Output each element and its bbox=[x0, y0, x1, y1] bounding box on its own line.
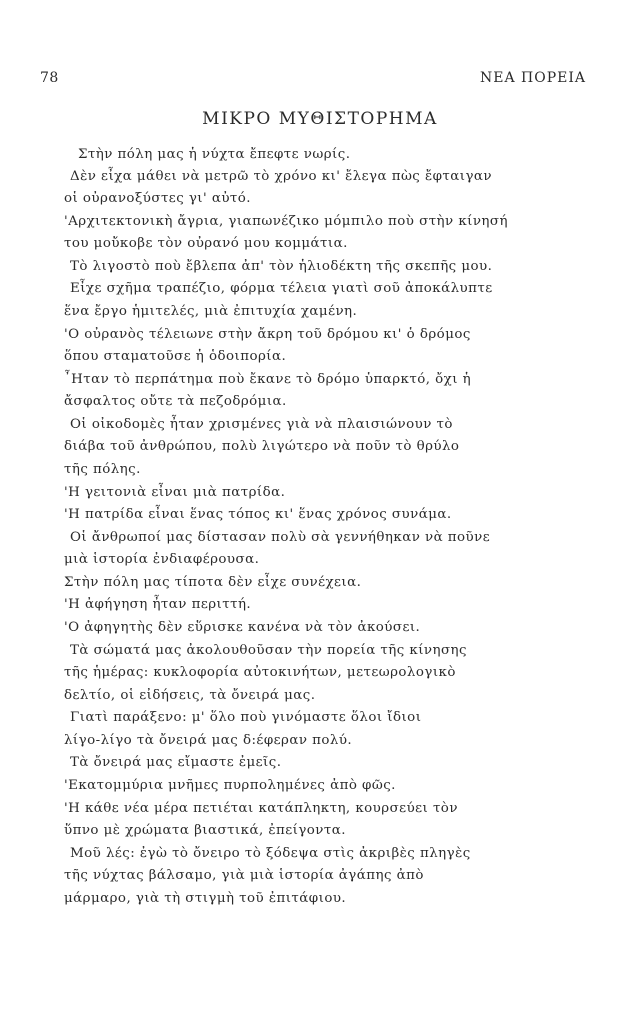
poem-line: 'Εκατομμύρια μνῆμες πυρπολημένες ἀπὸ φῶς. bbox=[64, 778, 396, 793]
poem-line: 'Ο ἀφηγητὴς δὲν εὕρισκε κανένα νὰ τὸν ἀκούσει. bbox=[64, 620, 421, 635]
poem-line: 'Η γειτονιὰ εἶναι μιὰ πατρίδα. bbox=[64, 485, 286, 500]
poem-title: ΜΙΚΡΟ ΜΥΘΙΣΤΟΡΗΜΑ bbox=[202, 109, 438, 129]
poem-line: ἄσφαλτος οὔτε τὰ πεζοδρόμια. bbox=[64, 394, 287, 409]
poem-line: 'Αρχιτεκτονικὴ ἄγρια, γιαπωνέζικο μόμπιλο ποὺ στὴν κίνησή bbox=[64, 214, 508, 229]
poem-line: μάρμαρο, γιὰ τὴ στιγμὴ τοῦ ἐπιτάφιου. bbox=[64, 891, 347, 906]
poem-line: Οἱ οἰκοδομὲς ἦταν χρισμένες γιὰ νὰ πλαισιώνουν τὸ bbox=[70, 417, 453, 432]
poem-line: 'Ο οὐρανὸς τέλειωνε στὴν ἄκρη τοῦ δρόμου κι' ὁ δρόμος bbox=[64, 327, 471, 342]
poem-line: δελτίο, οἱ εἰδήσεις, τὰ ὄνειρά μας. bbox=[64, 688, 316, 703]
poem-line: διάβα τοῦ ἀνθρώπου, πολὺ λιγώτερο νὰ ποῦν τὸ θρύλο bbox=[64, 439, 460, 454]
poem-line: λίγο-λίγο τὰ ὄνειρά μας δ:έφεραν πολύ. bbox=[64, 733, 353, 748]
poem-line: Οἱ ἄνθρωποί μας δίστασαν πολὺ σὰ γεννήθηκαν νὰ ποῦνε bbox=[70, 530, 491, 545]
poem-line: Δὲν εἶχα μάθει νὰ μετρῶ τὸ χρόνο κι' ἔλεγα πὼς ἔφταιγαν bbox=[70, 169, 493, 184]
poem-line: ἕνα ἔργο ἡμιτελές, μιὰ ἐπιτυχία χαμένη. bbox=[64, 304, 358, 319]
poem-line: 'Η ἀφήγηση ἦταν περιττή. bbox=[64, 597, 252, 612]
poem-line: 'Η κάθε νέα μέρα πετιέται κατάπληκτη, κουρσεύει τὸν bbox=[64, 801, 458, 816]
poem-line: τῆς νύχτας βάλσαμο, γιὰ μιὰ ἱστορία ἀγάπης ἀπὸ bbox=[64, 868, 424, 883]
poem-line: τῆς ἡμέρας: κυκλοφορία αὐτοκινήτων, μετεωρολογικὸ bbox=[64, 665, 456, 680]
poem-line: Τὰ ὄνειρά μας εἴμαστε ἐμεῖς. bbox=[70, 755, 282, 770]
poem-line: ὅπου σταματοῦσε ἡ ὁδοιπορία. bbox=[64, 349, 287, 364]
poem-line: ὕπνο μὲ χρώματα βιαστικά, ἐπείγοντα. bbox=[64, 823, 346, 838]
poem-line: Γιατὶ παράξενο: μ' ὅλο ποὺ γινόμαστε ὅλοι ἴδιοι bbox=[70, 710, 422, 725]
running-head: ΝΕΑ ΠΟΡΕΙΑ bbox=[480, 70, 586, 86]
poem-line: Τὸ λιγοστὸ ποὺ ἔβλεπα ἀπ' τὸν ἡλιοδέκτη τῆς σκεπῆς μου. bbox=[70, 259, 493, 274]
poem-line: 'Η πατρίδα εἶναι ἕνας τόπος κι' ἕνας χρόνος συνάμα. bbox=[64, 507, 452, 522]
poem-line: μιὰ ἱστορία ἐνδιαφέρουσα. bbox=[64, 552, 260, 567]
poem-line: Στὴν πόλη μας τίποτα δὲν εἶχε συνέχεια. bbox=[64, 575, 362, 590]
poem-line: ῏Ηταν τὸ περπάτημα ποὺ ἔκανε τὸ δρόμο ὑπαρκτό, ὄχι ἡ bbox=[64, 372, 472, 387]
page-number: 78 bbox=[40, 70, 59, 86]
poem-line: Μοῦ λές: ἐγὼ τὸ ὄνειρο τὸ ξόδεψα στὶς ἀκριβὲς πληγὲς bbox=[70, 846, 471, 861]
poem-line: τῆς πόλης. bbox=[64, 462, 141, 477]
poem-line: Τὰ σώματά μας ἀκολουθοῦσαν τὴν πορεία τῆς κίνησης bbox=[70, 643, 467, 658]
poem-line: οἱ οὐρανοξύστες γι' αὐτό. bbox=[64, 191, 251, 206]
poem-line: του μοὔκοβε τὸν οὐρανό μου κομμάτια. bbox=[64, 236, 348, 251]
poem-line: Στὴν πόλη μας ἡ νύχτα ἔπεφτε νωρίς. bbox=[78, 147, 351, 162]
poem-line: Εἶχε σχῆμα τραπέζιο, φόρμα τέλεια γιατὶ σοῦ ἀποκάλυπτε bbox=[70, 281, 493, 296]
